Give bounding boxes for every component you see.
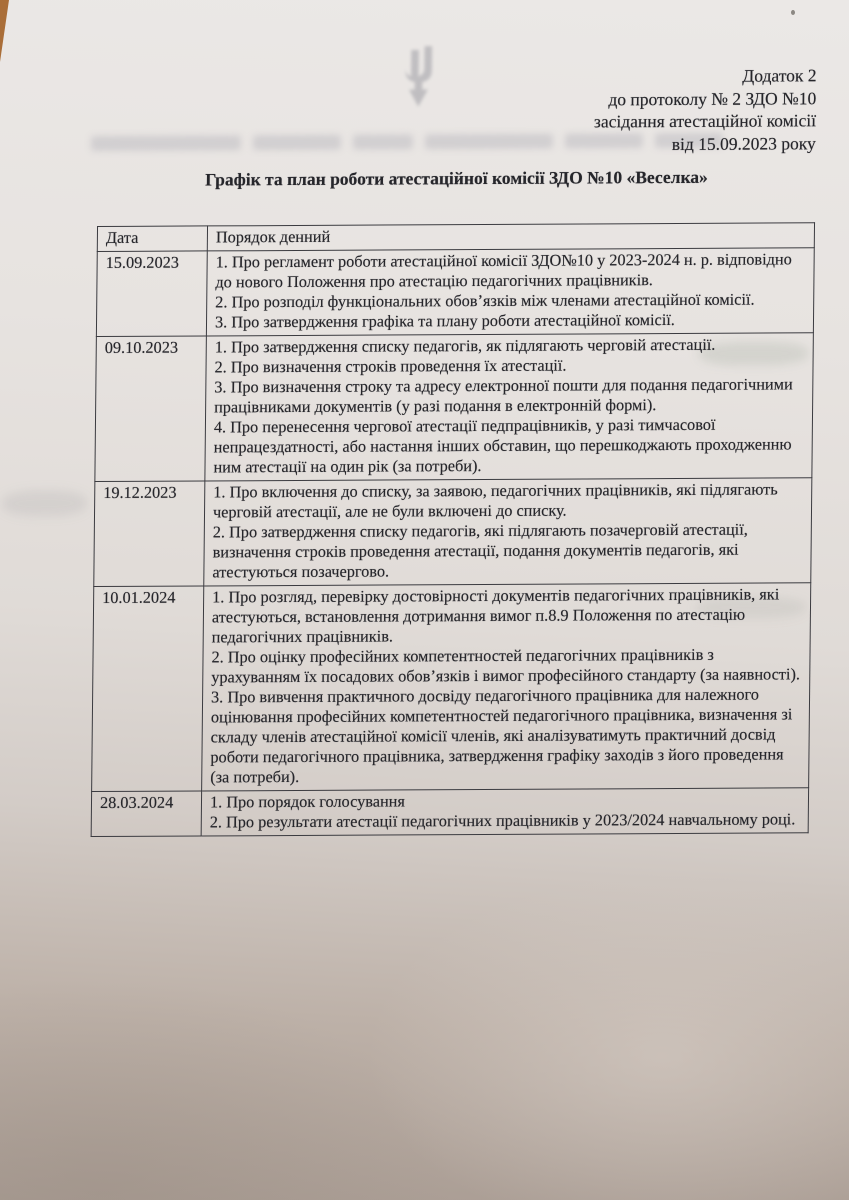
row-agenda: [205, 333, 814, 481]
trident-watermark-icon: [399, 44, 438, 110]
annex-line: засідання атестаційної комісії: [593, 110, 817, 132]
annex-header: [594, 64, 817, 155]
agenda-item: 2. Про затвердження списку педагогів, які підлягають позачерговій атестації, визначення строків проведення атестації, подання документів педагогів, які атестуються позачергово.: [212, 519, 748, 582]
agenda-item: 1. Про розгляд, перевірку достовірності документів педагогічних працівників, які атестуються, встановлення дотримання вимог п.8.9 Положення по атестацію педагогічних працівників.: [211, 584, 780, 647]
table-row: [96, 248, 814, 337]
annex-line: до протоколу № 2 ЗДО №10: [608, 87, 817, 109]
row-date: 09.10.2023: [95, 336, 207, 482]
row-agenda: [202, 583, 811, 791]
agenda-item: 3. Про вивчення практичного досвіду педагогічного працівника для належного оцінювання професійних компетентностей педагогічного працівника, визначення зі складу членів атестаційної комісії членів, які аналізуватимуть практичний досвід роботи педагогічного працівника, затвердження графіку заходів з його проведення (за потреби).: [210, 684, 793, 787]
row-date: 19.12.2023: [94, 481, 205, 587]
agenda-item: 1. Про затвердження списку педагогів, як підлягають черговій атестації.: [214, 334, 716, 357]
agenda-item: 2. Про визначення строків проведення їх атестації.: [214, 355, 567, 377]
agenda-item: 4. Про перенесення чергової атестації педпрацівників, у разі тимчасової непрацездатності, або настання інших обставин, що перешкоджають проходженню ним атестації на один рік (за потреби).: [213, 414, 792, 477]
document-title: Графік та план роботи атестаційної комісії ЗДО №10 «Веселка»: [205, 166, 708, 190]
bleed-through-smudge: [2, 490, 87, 516]
row-date: 28.03.2024: [91, 791, 201, 837]
agenda-item: 1. Про включення до списку, за заявою, педагогічних працівників, які підлягають черговій атестації, але не були включені до списку.: [212, 479, 778, 522]
table-header-agenda: Порядок денний: [207, 223, 814, 251]
table-row: [92, 583, 811, 792]
agenda-item: 2. Про розподіл функціональних обов’язків між членами атестаційної комісії.: [215, 289, 755, 312]
table-row: [94, 478, 812, 587]
row-date: 10.01.2024: [92, 586, 204, 792]
row-agenda: [206, 248, 814, 336]
agenda-item: 2. Про оцінку професійних компетентностей педагогічних працівників з урахуванням їх посадових обов’язків і вимог професійного стандарту (за наявності).: [211, 644, 801, 687]
agenda-item: 1. Про регламент роботи атестаційної комісії ЗДО№10 у 2023-2024 н. р. відповідно до нового Положення про атестацію педагогічних працівників.: [215, 249, 792, 292]
table-header-row: [97, 223, 814, 252]
agenda-item: 2. Про результати атестації педагогічних працівників у 2023/2024 навчальному році.: [209, 809, 796, 832]
annex-line: від 15.09.2023 року: [671, 132, 816, 154]
table-header-date: Дата: [97, 226, 207, 252]
agenda-item: 3. Про визначення строку та адресу електронної пошти для подання педагогічними працівниками документів (у разі подання в електронній формі).: [214, 374, 793, 417]
agenda-item: 1. Про порядок голосування: [209, 791, 406, 812]
row-agenda: [201, 788, 808, 836]
agenda-table-body: [91, 248, 814, 837]
agenda-table: [91, 222, 815, 837]
annex-line: Додаток 2: [742, 65, 817, 86]
agenda-item: 3. Про затвердження графіка та плану роботи атестаційної комісії.: [214, 309, 676, 332]
row-agenda: [204, 478, 812, 586]
table-row: [91, 788, 808, 837]
table-row: [95, 333, 814, 482]
row-date: 15.09.2023: [96, 251, 207, 337]
